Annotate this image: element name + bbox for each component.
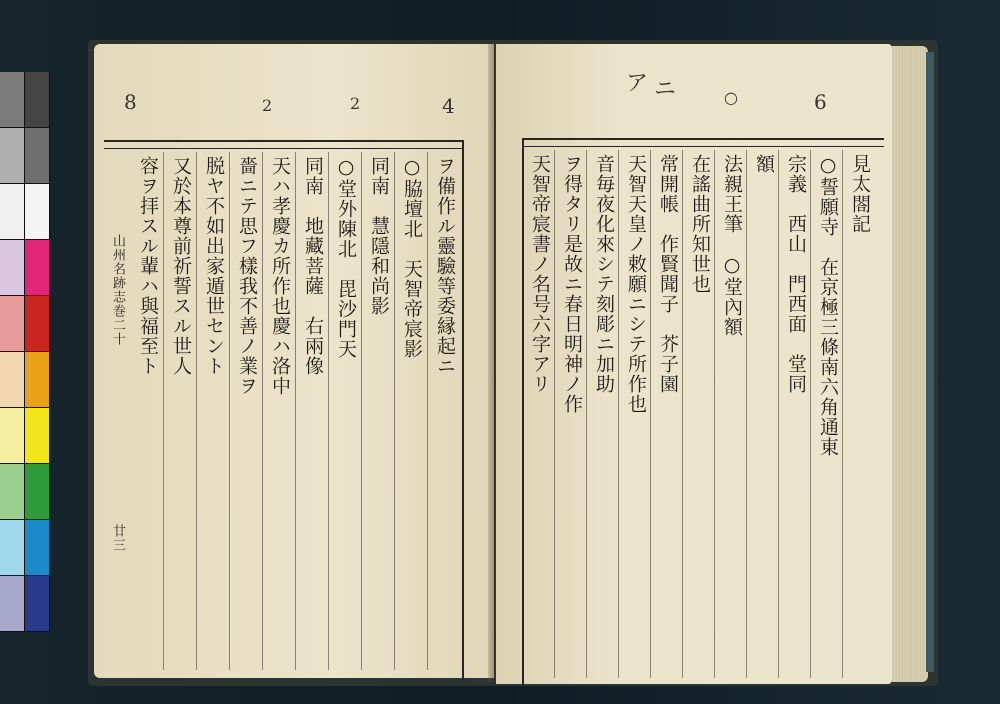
column-rule [295, 152, 296, 670]
spine-title: 山州名跡志巻二十 [110, 234, 125, 346]
color-swatch [0, 464, 24, 519]
color-swatch [0, 240, 24, 295]
color-swatch [0, 576, 24, 631]
color-swatch [0, 408, 24, 463]
color-checker [0, 72, 50, 632]
right-text-column: 音毎夜化來シテ刻彫ニ加助 [593, 154, 615, 394]
column-rule [361, 152, 362, 670]
color-swatch [0, 296, 24, 351]
right-text-column: 天智天皇ノ敕願ニシテ所作也 [625, 154, 647, 414]
column-rule [262, 152, 263, 670]
column-rule [842, 150, 843, 678]
right-text-column: 在謠曲所知世也 [689, 154, 711, 294]
top-mark: ○ [724, 88, 738, 107]
top-mark: 2 [350, 94, 361, 113]
column-rule [586, 150, 587, 678]
color-swatch [25, 408, 49, 463]
color-swatch [0, 72, 24, 127]
column-rule [196, 152, 197, 670]
color-swatch [0, 352, 24, 407]
top-mark: 4 [442, 94, 455, 118]
right-text-column: 額 [753, 154, 775, 174]
right-text-column: 法親王筆 ○堂內額 [721, 154, 743, 337]
right-text-column: 天智帝宸書ノ名号六字アリ [529, 154, 551, 394]
right-text-column: 見太閤記 [849, 154, 871, 234]
column-rule [650, 150, 651, 678]
column-rule [682, 150, 683, 678]
left-text-column: ○脇壇北 天智帝宸影 [401, 156, 423, 359]
column-rule [394, 152, 395, 670]
left-page [94, 44, 494, 678]
left-text-column: 同南 慧隱和尚影 [368, 156, 390, 316]
left-text-column: 又於本尊前祈誓スル世人 [170, 156, 192, 376]
top-mark: ア [626, 71, 649, 96]
color-swatch [25, 184, 49, 239]
column-rule [328, 152, 329, 670]
top-mark: ニ [654, 77, 677, 102]
color-swatch [0, 520, 24, 575]
right-page [496, 44, 892, 684]
column-rule [778, 150, 779, 678]
right-text-column: 常開帳 作賢聞子 芥子園 [657, 154, 679, 394]
top-mark: 2 [262, 96, 273, 115]
frame-inner-line [522, 146, 884, 147]
frame-inner-line [104, 148, 464, 149]
folio-number: 廿三 [110, 524, 125, 552]
color-swatch [25, 520, 49, 575]
column-rule [618, 150, 619, 678]
left-text-column: ○堂外陳北 毘沙門天 [335, 156, 357, 359]
color-swatch [25, 464, 49, 519]
column-rule [554, 150, 555, 678]
color-swatch [25, 576, 49, 631]
left-text-column: 脱ヤ不如出家遁世セント [203, 156, 225, 376]
left-text-column: 天ハ孝慶カ所作也慶ハ洛中 [269, 156, 291, 396]
column-rule [714, 150, 715, 678]
column-rule [810, 150, 811, 678]
right-text-column: ヲ得タリ是故ニ春日明神ノ作 [561, 154, 583, 414]
page-edges [892, 46, 928, 682]
right-text-column: ○誓願寺 在京極三條南六角通東 [817, 154, 839, 457]
column-rule [229, 152, 230, 670]
cover-edge [926, 52, 934, 672]
color-swatch [25, 240, 49, 295]
color-swatch [0, 184, 24, 239]
color-swatch [25, 128, 49, 183]
color-swatch [25, 352, 49, 407]
top-mark: 6 [814, 90, 827, 114]
top-mark: 8 [124, 90, 137, 114]
column-rule [163, 152, 164, 670]
left-text-column: ヲ備作ル靈驗等委縁起ニ [434, 156, 456, 376]
right-text-column: 宗義 西山 門西面 堂同 [785, 154, 807, 394]
color-swatch [25, 296, 49, 351]
color-swatch [0, 128, 24, 183]
left-text-column: 容ヲ拝スル輩ハ與福至ト [137, 156, 159, 376]
column-rule [427, 152, 428, 670]
column-rule [746, 150, 747, 678]
left-text-column: 嗇ニテ思フ樣我不善ノ業ヲ [236, 156, 258, 396]
left-text-column: 同南 地藏菩薩 右兩像 [302, 156, 324, 376]
color-swatch [25, 72, 49, 127]
